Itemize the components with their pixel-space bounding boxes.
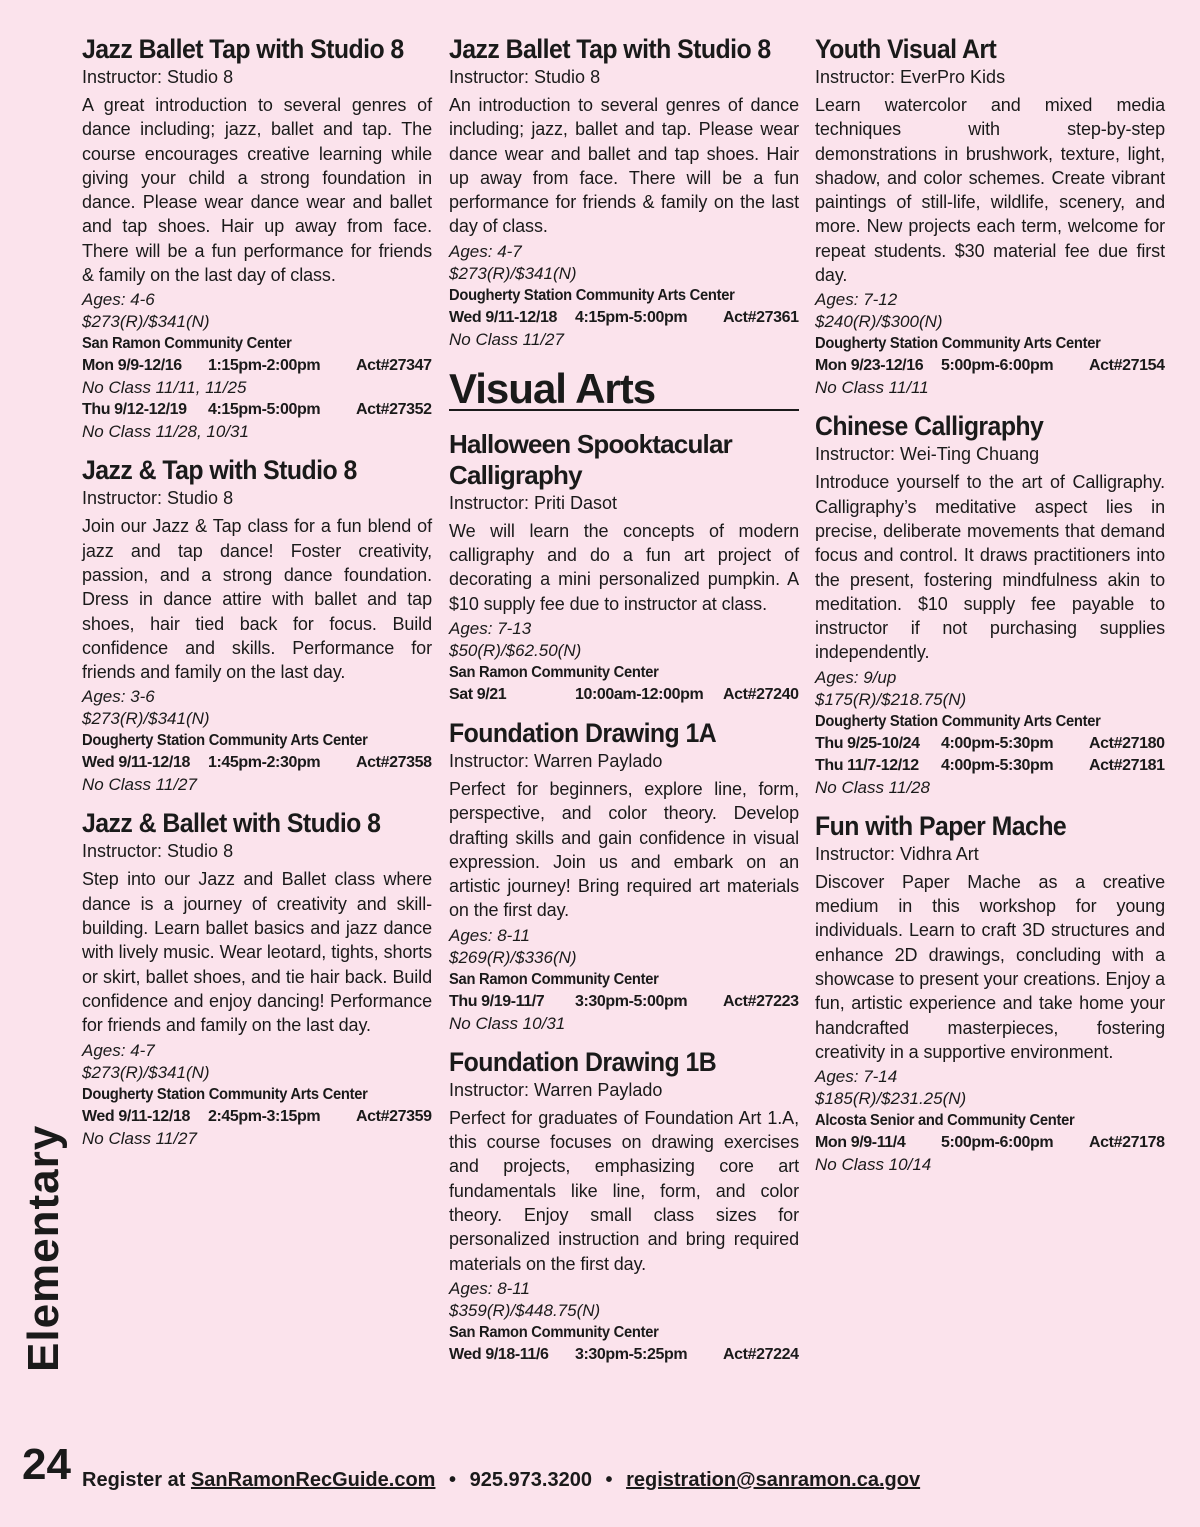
session-date: Thu 9/25-10/24: [815, 734, 920, 752]
session-date: Wed 9/11-12/18: [82, 754, 190, 772]
course-ages: Ages: 7-13: [449, 618, 532, 638]
course-session: [449, 1344, 799, 1366]
session-activity-number: Act#27224: [723, 1345, 799, 1363]
course-location: Dougherty Station Community Arts Center: [815, 712, 1101, 730]
course-session: [82, 752, 432, 774]
course-location: San Ramon Community Center: [449, 663, 659, 681]
session-date: Thu 9/12-12/19: [82, 401, 187, 419]
course-session: [815, 1132, 1165, 1154]
course-youth-visual-art: [815, 34, 1165, 399]
session-time: 1:45pm-2:30pm: [208, 754, 321, 772]
course-halloween-calligraphy: [449, 429, 799, 706]
course-session: [815, 733, 1165, 755]
register-text: Register at: [82, 1469, 186, 1491]
session-activity-number: Act#27352: [356, 401, 432, 419]
session-date: Thu 11/7-12/12: [815, 756, 919, 774]
course-ages: Ages: 4-6: [82, 290, 155, 310]
course-description: Introduce yourself to the art of Calligraphy. Calligraphy’s meditative aspect lies in precise, deliberate movements that demand focus and control. It draws practitioners into the present, fostering mindfulness akin to meditation. $10 supply fee payable to instructor if not purchasing supplies independently.: [815, 472, 1165, 663]
session-activity-number: Act#27154: [1089, 357, 1165, 375]
course-description: Learn watercolor and mixed media techniques with step-by-step demonstrations in brushwork, texture, light, shadow, and color schemes. Create vibrant paintings of still-life, wildlife, scenery, and more. New projects each term, welcome for repeat students. $30 material fee due first day.: [815, 95, 1165, 286]
session-activity-number: Act#27181: [1089, 756, 1165, 774]
course-price: $185(R)/$231.25(N): [815, 1089, 967, 1109]
course-title: Foundation Drawing 1A: [449, 717, 717, 748]
course-description: We will learn the concepts of modern calligraphy and do a fun art project of decorating a mini personalized pumpkin. A $10 supply fee due to instructor at class.: [449, 520, 799, 614]
session-time: 1:15pm-2:00pm: [208, 357, 321, 375]
course-instructor: Instructor: Studio 8: [82, 67, 234, 87]
course-title: Halloween Spooktacular Calligraphy: [449, 428, 732, 490]
phone-number: 925.973.3200: [469, 1469, 592, 1491]
session-no-class: No Class 11/28, 10/31: [82, 422, 249, 442]
footer-separator: •: [449, 1469, 457, 1491]
session-time: 5:00pm-6:00pm: [941, 357, 1054, 375]
course-location: San Ramon Community Center: [82, 335, 292, 353]
session-date: Wed 9/18-11/6: [449, 1345, 549, 1363]
course-title: Jazz Ballet Tap with Studio 8: [449, 34, 771, 64]
session-no-class: No Class 11/27: [449, 329, 564, 349]
course-ages: Ages: 8-11: [449, 925, 530, 945]
course-ages: Ages: 9/up: [815, 667, 897, 687]
course-instructor: Instructor: Warren Paylado: [449, 1079, 663, 1100]
session-no-class: No Class 11/28: [815, 777, 930, 797]
course-instructor: Instructor: Studio 8: [449, 67, 601, 87]
session-no-class: No Class 11/27: [82, 1128, 197, 1148]
session-time: 3:30pm-5:25pm: [575, 1345, 688, 1363]
session-date: Sat 9/21: [449, 685, 507, 703]
course-price: $273(R)/$341(N): [82, 1062, 210, 1082]
course-location: Dougherty Station Community Arts Center: [449, 286, 735, 304]
session-time: 10:00am-12:00pm: [575, 685, 704, 703]
course-description: Discover Paper Mache as a creative medium in this workshop for young individuals. Learn to craft 3D structures and enhance 2D drawings, concluding with a showcase to present your creations. Enjoy a fun, artistic experience and take home your handcrafted masterpieces, fostering creativity in a supportive environment.: [815, 871, 1165, 1062]
column-2: [449, 34, 799, 1378]
session-date: Mon 9/9-11/4: [815, 1134, 906, 1152]
course-price: $50(R)/$62.50(N): [449, 640, 582, 660]
course-description: A great introduction to several genres of dance including; jazz, ballet and tap. The course encourages creative learning while giving your child a strong foundation in dance. Please wear dance wear and ballet and tap shoes. Hair up away from face. There will be a fun performance for friends & family on the last day of class.: [82, 95, 432, 286]
course-session: [82, 399, 432, 421]
session-activity-number: Act#27178: [1089, 1134, 1165, 1152]
session-activity-number: Act#27240: [723, 685, 799, 703]
course-instructor: Instructor: Warren Paylado: [449, 750, 663, 771]
course-location: Dougherty Station Community Arts Center: [815, 335, 1101, 353]
session-date: Wed 9/11-12/18: [82, 1107, 190, 1125]
course-session: [449, 684, 799, 706]
session-no-class: No Class 11/27: [82, 775, 197, 795]
session-time: 2:45pm-3:15pm: [208, 1107, 321, 1125]
session-time: 4:00pm-5:30pm: [941, 734, 1054, 752]
course-session: [82, 355, 432, 377]
course-foundation-drawing-1b: [449, 1047, 799, 1366]
course-instructor: Instructor: Vidhra Art: [815, 843, 979, 864]
session-activity-number: Act#27180: [1089, 734, 1165, 752]
session-no-class: No Class 10/31: [449, 1013, 566, 1033]
session-date: Thu 9/19-11/7: [449, 992, 545, 1010]
course-session: [815, 755, 1165, 777]
section-side-tab: Elementary: [19, 1124, 68, 1372]
website-link[interactable]: SanRamonRecGuide.com: [190, 1469, 436, 1491]
session-activity-number: Act#27359: [356, 1107, 432, 1125]
session-time: 4:15pm-5:00pm: [575, 308, 688, 326]
course-jazz-ballet: [82, 808, 432, 1149]
session-activity-number: Act#27361: [723, 308, 799, 326]
course-session: [815, 355, 1165, 377]
section-heading: Visual Arts: [449, 365, 799, 411]
session-date: Wed 9/11-12/18: [449, 308, 557, 326]
email-link[interactable]: registration@sanramon.ca.gov: [626, 1469, 921, 1491]
course-instructor: Instructor: Wei-Ting Chuang: [815, 444, 1040, 465]
page-number: 24: [22, 1440, 71, 1489]
course-ages: Ages: 7-14: [815, 1067, 898, 1087]
course-instructor: Instructor: Studio 8: [82, 488, 234, 509]
course-ages: Ages: 7-12: [815, 290, 898, 310]
course-session: [449, 307, 799, 329]
course-description: Perfect for graduates of Foundation Art 1.A, this course focuses on drawing exercises and projects, emphasizing core art fundamentals like line, form, and color theory. Enjoy small class sizes for personalized instruction and bring required materials on the first day.: [449, 1107, 799, 1274]
course-title: Youth Visual Art: [815, 34, 997, 64]
footer-separator: •: [605, 1469, 613, 1491]
course-location: San Ramon Community Center: [449, 1323, 659, 1341]
course-price: $175(R)/$218.75(N): [815, 689, 967, 709]
course-paper-mache: [815, 811, 1165, 1176]
column-3: [815, 34, 1165, 1188]
course-session: [82, 1106, 432, 1128]
course-title: Foundation Drawing 1B: [449, 1046, 717, 1077]
course-chinese-calligraphy: [815, 411, 1165, 798]
session-activity-number: Act#27347: [356, 357, 432, 375]
course-ages: Ages: 4-7: [82, 1040, 155, 1060]
course-jazz-ballet-tap-2: [449, 34, 799, 351]
course-title: Jazz & Ballet with Studio 8: [82, 808, 381, 839]
course-price: $273(R)/$341(N): [449, 263, 577, 283]
course-description: Perfect for beginners, explore line, form, perspective, and color theory. Develop drafting skills and gain confidence in visual expression. Join us and embark on an artistic journey! Bring required art materials on the first day.: [449, 778, 799, 921]
course-location: Dougherty Station Community Arts Center: [82, 732, 368, 750]
course-location: Dougherty Station Community Arts Center: [82, 1085, 368, 1103]
session-time: 4:15pm-5:00pm: [208, 401, 321, 419]
session-time: 3:30pm-5:00pm: [575, 992, 688, 1010]
course-jazz-ballet-tap-1: [82, 34, 432, 443]
session-activity-number: Act#27358: [356, 754, 432, 772]
session-date: Mon 9/9-12/16: [82, 357, 182, 375]
course-instructor: Instructor: Studio 8: [82, 841, 234, 862]
course-description: Step into our Jazz and Ballet class where dance is a journey of creativity and skill-building. Learn ballet basics and jazz dance with lively music. Wear leotard, tights, shorts or skirt, ballet shoes, and tie hair back. Build confidence and enjoy dancing! Performance for friends and family on the last day.: [82, 869, 432, 1036]
session-no-class: No Class 11/11: [815, 378, 929, 398]
course-title: Jazz Ballet Tap with Studio 8: [82, 34, 404, 64]
course-foundation-drawing-1a: [449, 718, 799, 1035]
course-price: $273(R)/$341(N): [82, 709, 210, 729]
course-session: [449, 991, 799, 1013]
session-time: 4:00pm-5:30pm: [941, 756, 1054, 774]
course-price: $269(R)/$336(N): [449, 947, 577, 967]
session-time: 5:00pm-6:00pm: [941, 1134, 1054, 1152]
course-ages: Ages: 8-11: [449, 1278, 530, 1298]
session-no-class: No Class 11/11, 11/25: [82, 378, 247, 398]
session-activity-number: Act#27223: [723, 992, 799, 1010]
course-ages: Ages: 4-7: [449, 241, 522, 261]
course-instructor: Instructor: EverPro Kids: [815, 67, 1006, 87]
course-price: $273(R)/$341(N): [82, 312, 210, 332]
course-description: An introduction to several genres of dance including; jazz, ballet and tap. Please wear dance wear and ballet and tap shoes. Hair up away from face. There will be a fun performance for friends & family on the last day of class.: [449, 95, 799, 237]
course-price: $240(R)/$300(N): [815, 312, 943, 332]
course-title: Fun with Paper Mache: [815, 810, 1067, 841]
footer: [82, 1466, 920, 1494]
course-jazz-tap: [82, 455, 432, 796]
session-no-class: No Class 10/14: [815, 1155, 932, 1175]
course-ages: Ages: 3-6: [82, 687, 155, 707]
course-price: $359(R)/$448.75(N): [449, 1300, 601, 1320]
column-1: [82, 34, 432, 1162]
course-description: Join our Jazz & Tap class for a fun blend of jazz and tap dance! Foster creativity, passion, and a strong dance foundation. Dress in dance attire with ballet and tap shoes, hair tied back for focus. Build confidence and skills. Performance for friends and family on the last day.: [82, 516, 432, 683]
course-title: Jazz & Tap with Studio 8: [82, 455, 357, 486]
course-instructor: Instructor: Priti Dasot: [449, 492, 618, 513]
course-location: Alcosta Senior and Community Center: [815, 1112, 1075, 1130]
course-location: San Ramon Community Center: [449, 970, 659, 988]
course-title: Chinese Calligraphy: [815, 411, 1044, 442]
session-date: Mon 9/23-12/16: [815, 357, 924, 375]
